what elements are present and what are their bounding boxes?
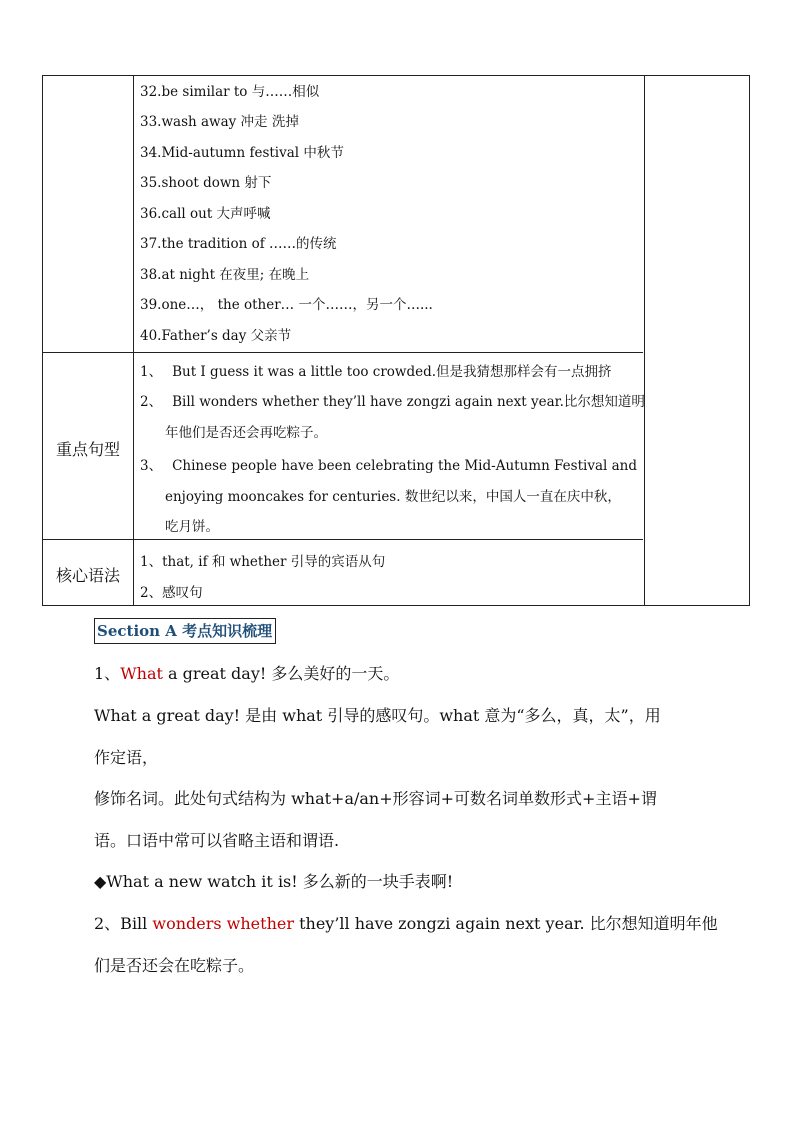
explanation-line: What a great day! 是由 what 引导的感叹句。what 意为“多么，真，太”，用 [94, 706, 661, 725]
vocab-item: 39.one…， the other… 一个……，另一个…... [140, 297, 433, 313]
list-number: 1、 [94, 664, 121, 683]
key-sentence-2 [140, 390, 645, 410]
vocabulary-table [42, 75, 750, 606]
item2-continuation: 们是否还会在吃粽子。 [94, 956, 255, 975]
list-number: 2、 [140, 394, 163, 410]
list-number: 2、Bill [94, 914, 153, 933]
list-number: 3、 [140, 458, 163, 474]
sentence-text: Bill wonders whether they’ll have zongzi again next year.比尔想知道明 [172, 394, 645, 410]
sentence-text: Chinese people have been celebrating the Mid-Autumn Festival and [172, 458, 638, 474]
sentence-continuation: 年他们是否还会再吃粽子。 [165, 425, 327, 441]
key-sentence-3 [140, 454, 637, 474]
grammar-label: 核心语法 [55, 566, 120, 585]
sentence-continuation: enjoying mooncakes for centuries. 数世纪以来，中国人一直在庆中秋， [165, 489, 621, 505]
vocab-item: 34.Mid-autumn festival 中秋节 [140, 145, 344, 161]
item2-heading [94, 911, 718, 934]
example-sentence: ◆What a new watch it is! 多么新的一块手表啊! [94, 872, 454, 891]
vocab-item: 40.Father’s day 父亲节 [140, 328, 292, 344]
highlight-text: What [120, 664, 163, 683]
item-text: they’ll have zongzi again next year. 比尔想知道明年他 [294, 914, 718, 933]
highlight-text: wonders whether [152, 914, 294, 933]
vocab-item: 38.at night 在夜里; 在晚上 [140, 267, 310, 283]
vocab-item: 35.shoot down 射下 [140, 175, 272, 191]
vocab-item: 37.the tradition of ……的传统 [140, 236, 337, 252]
sentence-continuation: 吃月饼。 [165, 519, 219, 535]
list-number: 1、 [140, 364, 163, 380]
vocab-item: 32.be similar to 与……相似 [140, 84, 320, 100]
vocab-item: 33.wash away 冲走 洗掉 [140, 114, 299, 130]
explanation-line: 修饰名词。此处句式结构为 what+a/an+形容词+可数名词单数形式+主语+谓 [94, 789, 657, 808]
section-title: Section A 考点知识梳理 [94, 618, 276, 644]
item-text: a great day! 多么美好的一天。 [162, 664, 400, 683]
vocab-item: 36.call out 大声呼喊 [140, 206, 271, 222]
column-divider-left [133, 76, 134, 605]
grammar-item: 2、感叹句 [140, 585, 203, 601]
explanation-line: 作定语， [94, 748, 159, 767]
grammar-item: 1、that, if 和 whether 引导的宾语从句 [140, 554, 386, 570]
row-divider-2 [43, 539, 643, 540]
explanation-line: 语。口语中常可以省略主语和谓语. [94, 831, 340, 850]
item1-heading [94, 661, 399, 684]
column-divider-right [644, 76, 645, 605]
row-divider-1 [43, 352, 643, 353]
key-sentence-1 [140, 360, 612, 380]
sentence-text: But I guess it was a little too crowded.但是我猜想那样会有一点拥挤 [172, 364, 612, 380]
key-sentences-label: 重点句型 [55, 440, 120, 459]
